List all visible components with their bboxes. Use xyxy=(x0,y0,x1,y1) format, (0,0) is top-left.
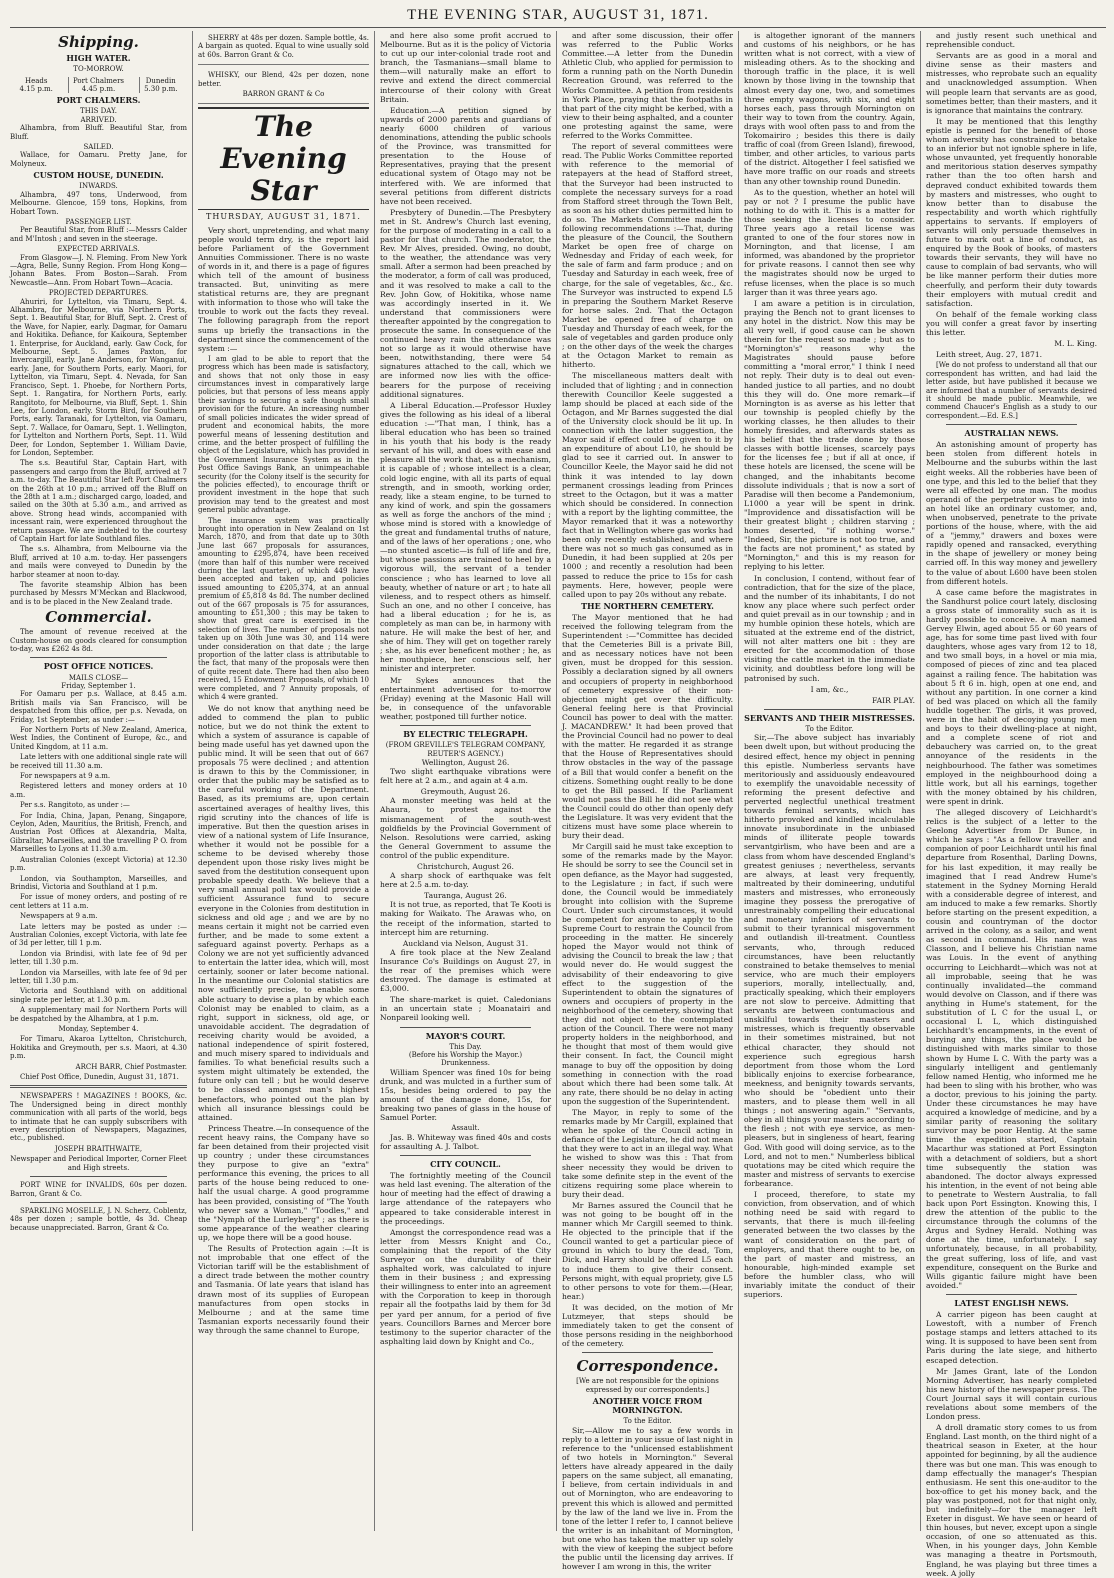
editor-note: [We do not profess to understand all that our correspondent has written, and had laid the letter aside, but have published it because we are informed that a number of servants desired it should be made public. Meanwhile, we commend Chaucer's English as a study to our correspondent.—Ed. E.S.] xyxy=(926,361,1097,420)
post-item: London, via Southampton, Marseilles, and Brindisi, Victoria and Southland at 1 p.m. xyxy=(10,874,187,891)
post-heading: POST OFFICE NOTICES. xyxy=(43,661,154,672)
port-heading: PORT CHALMERS. xyxy=(56,95,141,106)
newspapers-ad: NEWSPAPERS ! MAGAZINES ! BOOKS, &c. The Undersigned being in direct monthly communication with all parts of the world, begs to intimate that he can supply subscribers with every description of Newspapers, Magazines, etc., published. xyxy=(10,1092,187,1143)
column-4 xyxy=(556,31,738,1572)
inwards-list: Alhambra, 497 tons, Underwood, from Melbourne. Glencoe, 159 tons, Hopkins, from Hobart Town. xyxy=(10,190,187,216)
issue-date: THURSDAY, AUGUST 31, 1871. xyxy=(206,212,361,222)
english-news-paragraph: A droll dramatic story comes to us from England. Last month, on the third night of a theatrical season in Exeter, at the hour appointed for beginning, by all the audience there was but one man. This was enough to damp effectually the manager's Thespian enthusiasm. He sent this one-auditor to the box-office to get his money back, and the play was postponed, not for that night only, but indefinitely—for the manager left Exeter in disgust. We have seen or heard of thin houses, but never, except upon a single occasion, of one so attenuated as this. When, in his younger days, John Kemble was managing a theatre in Portsmouth, England, he was playing but three times a week. A jolly xyxy=(926,1423,1097,1578)
tide-label: Port Chalmers xyxy=(72,76,125,85)
ship-note: The favorite steamship Albion has been purchased by Messrs M'Meckan and Blackwood, and is to be placed in the New Zealand trade. xyxy=(10,581,187,606)
post-item: For India, China, Japan, Penang, Singapore, Ceylon, Aden, Mauritius, the British, French, and Austrian Post Offices at Alexandria, Malta, Gibraltar, Marseilles, and the travelling P O. from Marseilles to Lyons at 11.30 a.m. xyxy=(10,811,187,854)
telegram: A monster meeting was held at the Ahaura, to protest against the mismanagement of the south-west goldfields by the Provincial Government of Nelson. Resolutions were carried, asking the General Government to assume the control of the public expenditure. xyxy=(380,796,551,860)
protection-continued: and here also some profit accrued to Melbourne. But as it is the policy of Victoria to cut up our inter-colonial trade root and branch, the Tasmanians—small blame to them—will naturally make an effort to revive and extend the direct commercial intercourse of their colony with Great Britain. xyxy=(380,31,551,104)
passenger-label: PASSENGER LIST. xyxy=(65,217,132,226)
post-item: Australian Colonies (except Victoria) at 12.30 p.m. xyxy=(10,855,187,873)
letter-paragraph: In conclusion, I contend, without fear of contradiction, that for the size of the place, and the number of its inhabitants, I do not know any place where such perfect order and quiet prevail as in our township ; and in my humble opinion these hotels, which are situated at the extreme end of the district, will not alter matters one bit : they are erected for the accommodation of those visiting the cattle market in the immediate vicinity, and doubtless before long will be patronised by such. xyxy=(744,573,915,683)
dateline: Wellington, August 26. xyxy=(421,757,510,767)
post-item: For Oamaru per p.s. Wallace, at 8.45 a.m. British mails via San Francisco, will be despatched from this office, per p.s. Nevada, on Friday, 1st September, as under :— xyxy=(10,690,187,724)
english-news-heading: LATEST ENGLISH NEWS. xyxy=(954,1297,1069,1308)
court-case: William Spencer was fined 10s for being drunk, and was mulcted in a further sum of 15s, besides being ordered to pay the amount of the damage done, 15s, for breaking two panes of glass in the house of Samuel Porter. xyxy=(380,1067,551,1123)
divider xyxy=(30,1176,167,1177)
liberal-education-item: A Liberal Education.—Professor Huxley gives the following as his ideal of a liberal education :—"That man, I think, has a liberal education who has been so trained in his youth that his body is the ready servant of his will, and does with ease and pleasure all the work that, as a mechanism, it is capable of ; whose intellect is a clear, cold logic engine, with all its parts of equal strength, and in smooth, working order, ready, like a steam engine, to be turned to any kind of work, and spin the gossamers as well as forge the anchors of the mind ; whose mind is stored with a knowledge of the great and fundamental truths of nature, and of the laws of her operations ; one, who—no stunted ascetic—is full of life and fire, but whose passions are trained to heel by a vigorous will, the servant of a tender conscience ; who has learned to love all beauty, whether of nature or art ; to hate all vileness, and to respect others as himself. Such an one, and no other I conceive, has had a liberal education ; for he is, as completely as man can be, in harmony with nature. He will make the best of her, and she of him. They will get on together rarely ; she, as his ever beneficent mother ; he, as her mouthpiece, her conscious self, her minister and interpreter. xyxy=(380,400,551,674)
sherry-ad-text: SHERRY at 48s per dozen. Sample bottle, 4s. A bargain as quoted. Equal to wine usually sold at 60s. Barron Grant & Co. xyxy=(198,34,369,59)
divider xyxy=(30,657,167,658)
cemetery-heading: THE NORTHERN CEMETERY. xyxy=(581,600,714,611)
correspondence-disclaimer: [We are not responsible for the opinions expressed by our correspondents.] xyxy=(576,1377,719,1394)
servants-signature: M. L. King. xyxy=(1054,339,1097,349)
arrived-list: Alhambra, from Bluff. Beautiful Star, from Bluff. xyxy=(10,124,187,141)
post-item: Newspapers at 9 a.m. xyxy=(20,912,98,921)
post-item: Monday, September 4. xyxy=(58,1025,139,1033)
whisky-ad-signature: BARRON GRANT & Co xyxy=(242,90,325,99)
australian-news-paragraph: A case came before the magistrates in the Sandhurst police court lately, disclosing a gross state of immorality such as it is hardly possible to conceive. A man named Gervey Elwin, aged about 55 or 60 years of age, has for some time past lived with four daughters, whose ages vary from 12 to 18, and two small boys, in a hovel or mia mia, composed of pieces of zinc and tea placed against a railing fence. The habitation was about 5 ft 6 in. high, open at one end, and without any partition. In one corner a kind of bed was placed on which all the family huddle together. The girls, it was proved, were in the habit of decoying young men and boys to their dwelling-place at night, and a complete scene of riot and debauchery was carried on, to the great annoyance of the residents in the neighbourhood. The father was sometimes employed in the neighbourhood doing a little work, but all his earnings, together with the money obtained by his children, were spent in drink. xyxy=(926,587,1097,806)
letter-paragraph: I am aware a petition is in circulation, praying the Bench not to grant licenses to any hotel in the district. Now this may be all very well, if good cause can be shown therein for the request so made ; but as to "Mornington's" reasons why the Magistrates should pause before committing a "moral error," I think I need not reply. Their duty is to deal out even-handed justice to all parties, and no doubt this they will do. One more remark—if Mornington is as averse as his letter that our township is peopled chiefly by the working classes, he then alludes to their homely firesides, and afterwards states as his belief that the trade done by those classes with bottle licenses, scarcely pays for the licenses fee ; but if all at once, if these hotels are licensed, the scene will be changed, and the inhabitants become dissolute individuals ; that is now a sort of Paradise will then become a Pandemonium, L1000 a year will be spent in drink. "Improvidence and dissatisfaction will be their greatest blight ; children starving ; homes deserted, "if nothing worse." "Indeed, Sir, the picture is not too true, and the facts are not prominent," as stated by "Mornington," and this is my reason for replying to his letter. xyxy=(744,298,915,572)
newspapers-ad-name: JOSEPH BRAITHWAITE, xyxy=(54,1144,143,1153)
ship-note: The s.s. Alhambra, from Melbourne via the Bluff, arrived at 10 a.m. to-day. Her passengers and mails were conveyed to Dunedin by the harbor steamer at noon to-day. xyxy=(10,545,187,579)
moselle-ad: SPARKLING MOSELLE, J. N. Scherz, Coblentz, 48s per dozen ; sample bottle, 4s 3d. Cheap because unappreciated. Barron, Grant & Co. xyxy=(10,1206,187,1232)
cemetery-paragraph: The Mayor, in reply to some of the remarks made by Mr Cargill, explained that when he spoke of the Council acting in defiance of the Legislature, he did not mean that they were to act in an illegal way. What he wished to show was this : That from sheer necessity they would be driven to take some definite step in the event of the citizens requiring some place wherein to bury their dead. xyxy=(562,1107,733,1199)
tide-table xyxy=(10,77,187,94)
tomorrow-label: TO-MORROW. xyxy=(73,65,124,74)
this-day-label: This Day. xyxy=(449,1042,482,1051)
arrived-label: ARRIVED. xyxy=(80,115,117,124)
column-2 xyxy=(192,31,374,1531)
tide-time: 4.15 p.m. xyxy=(19,84,53,93)
whisky-ad xyxy=(198,68,369,104)
column-6 xyxy=(920,31,1102,1578)
post-item: Late letters with one additional single rate will be received till 11.30 a.m. xyxy=(10,753,187,770)
australian-news-heading: AUSTRALIAN NEWS. xyxy=(964,428,1059,439)
before-label: (Before his Worship the Mayor.) xyxy=(408,1051,523,1060)
telegram: A fire took place at the New Zealand Insurance Co's Buildings on August 27, in the rear of the premises which were destroyed. The damage is estimated at £3,000. xyxy=(380,947,551,994)
commercial-text: The amount of revenue received at the Custom-house on goods cleared for consumption to-day, was £262 4s 8d. xyxy=(10,628,187,654)
education-item: Education.—A petition signed by upwards of 2000 parents and guardians of nearly 6000 children of various denominations, attending the public schools of the Province, was transmitted for presentation to the House of Representatives, praying that the present educational system of Otago may not be interfered with. We are informed that several petitions from different districts have not been received. xyxy=(380,105,551,206)
mayors-court-heading: MAYOR'S COURT. xyxy=(425,1030,506,1041)
divider xyxy=(10,1085,187,1088)
this-day-label: THIS DAY. xyxy=(80,107,117,116)
divider xyxy=(764,709,895,710)
servants-paragraph: Sir,—The above subject has invariably been dwelt upon, but without producing the desired effect, hence my object in penning this epistle. Numberless servants have meritoriously and assiduously endeavoured to exemplify the unavoidable necessity of reforming the present defective and perverted neglectful unethical treatment towards feminal servants, which has hitherto provoked and kindled incalculable innovate insubordinate in the unbiased minds of illiterate people towards servantgirlism, who have been and are a class from whom have descended England's greatest geniuses ; nevertheless, servants are always, at least very frequently, maltreated by their domineering, undutiful masters and mistresses, who erroneously imagine they possess the prerogative of unrestrainably compelling their educational and monetary inferiors of servants to submit to their tyrannical misgovernment and outlandish ill-treatment. Countless servants, who, through reduced circumstances, have been reluctantly constrained to betake themselves to menial service, who are much their employers superiors, morally, intellectually, and, practically speaking, which their employers are not slow to perceive. Admitting that servants are between contumacious and unskilful towards their masters and mistresses, which is frequently observable in their sometimes mistrained, but not ethical character, they should not experience such egregious harsh deportment from those whom the Lord biblically enjoins to exercise forbearance, meekness, and benignity towards servants, who should be "obedient unto their masters, and to please them well in all things ; not answering again." "Servants, obey in all things your masters according to the flesh ; not with eye service, as men-pleasers, but in singleness of heart, fearing God. With good will doing service, as to the Lord, and not to men." Numberless biblical quotations may be cited which require the master and mistress of servants to exercise forbearance. xyxy=(744,733,915,1188)
dateline: Tauranga, August 26. xyxy=(424,891,507,901)
newspapers-ad-address: Newspaper and Periodical Importer, Corner Fleet and High streets. xyxy=(10,1155,187,1172)
leader-paragraph: We do not know that anything need be added to commend the plan to public notice, but we do not think the extent to which a system of assurance is capable of being made useful has yet dawned upon the public mind. It will be seen that out of 667 proposals 75 were declined ; and attention is drawn to this by the Commissioner, in order that the public may be satisfied as to the careful working of the Department. Based, as its premiums are, upon certain ascertained averages of healthy lives, this rigid scrutiny into the chances of life is imperative. But then the question arises in view of a national system of Life Insurance, whether it would not be possible for a scheme to be devised whereby those dependent upon those risky lives might be saved from the destitution consequent upon probable speedy death. We believe that a very small annual poll tax would provide a sufficient Assurance fund to secure everyone in the Colonies from destitution in sickness and old age ; and we are by no means certain it might not be carried even further, and be made to some extent a safeguard against poverty. Perhaps as a Colony we are not yet sufficiently advanced to entertain the latter idea, which will, most certainly, sooner or later become national. In the meantime our Colonial statistics are now sufficiently precise, to enable some able actuary to devise a plan by which each Colonist may be enabled to claim, as a right, support in sickness, old age, or unavoidable accident. The degradation of receiving charity would be avoided, a national independence of spirit fostered, and much misery spared to individuals and families. To what beneficial results such a system might ultimately be extended, the future only can tell ; but he would deserve to be classed amongst man's highest benefactors, who pointed out the plan by which all insurance blessings could be attained. xyxy=(198,703,369,1122)
divider xyxy=(400,1155,531,1156)
divider xyxy=(946,1294,1077,1295)
servants-paragraph: I proceed, therefore, to state my conviction, from observation, and of which nothing need be said with regard to servants, that there is much ill-feeling generated between the two classes by the want of consideration on the part of employers, and that there ought to be, on the part of master and mistress, an honourable, high-minded example set before the humbler class, who will invariably imitate the conduct of their superiors. xyxy=(744,1190,915,1300)
council-paragraph: and after some discussion, their offer was referred to the Public Works Committee.—A letter from the Dunedin Athletic Club, who applied for permission to form a running path on the North Dunedin Recreation Ground, was referred to the Works Committee. A petition from residents in York Place, praying that the footpaths in that part of the city might be kerbed, with a view to their being asphalted, and a counter one protesting against the same, were referred to the Works Committee. xyxy=(562,31,733,141)
dateline: Greymouth, August 26. xyxy=(420,787,511,797)
departures-list: Ahuriri, for Lyttelton, via Timaru, Sept. 4. Alhambra, for Melbourne, via Northern Ports, Sept. 1. Beautiful Star, for Bluff, Sept. 2. Crest of the Wave, for Napier, early. Dagmar, for Oamaru and Hokitika. Defiance, for Kaikoura, September 1. Enterprise, for Auckland, early. Gaw Cock, for Melbourne, Sept. 5. James Paxton, for Invercargill, early. Jane Anderson, for Wanganui, early. Jane, for Southern Ports, early. Maori, for Lyttelton, via Timaru, Sept. 4. Nevada, for San Francisco, Sept. 1. Phoebe, for Northern Ports, Sept. 1. Rangatira, for Northern Ports, early. Rangitoto, for Melbourne, via Bluff, Sept. 1. Shin Lee, for London, early. Storm Bird, for Southern Ports, early. Taranaki, for Lyttelton, via Oamaru, Sept. 7. Wallace, for Oamaru, Sept. 1. Wellington, for Lyttelton and Northern Ports, Sept. 11. Wild Deer, for London, September 1. William Davie, for London, September. xyxy=(10,297,187,457)
assault-label: Assault. xyxy=(451,1124,480,1133)
servants-heading: SERVANTS AND THEIR MISTRESSES. xyxy=(744,712,915,723)
letter-heading: ANOTHER VOICE FROM MORNINGTON. xyxy=(592,1396,703,1416)
tide-time: 5.30 p.m. xyxy=(144,84,178,93)
post-item: For Timaru, Akaroa Lyttelton, Christchurch, Hokitika and Greymouth, per s.s. Maori, at 4.30 p.m. xyxy=(10,1035,187,1061)
mails-close-label: MAILS CLOSE— xyxy=(68,673,129,682)
post-item: Late letters may be posted as under :— Australian Colonies, except Victoria, with late fee of 3d per letter, till 1 p.m. xyxy=(10,922,187,948)
divider xyxy=(582,1352,713,1353)
expected-list: From Glasgow—J. N. Fleming. From New York—Agra, Belle, Sunny Region. From Hong Kong—Johann Bates. From Boston—Sarah. From Newcastle—Ann. From Hobart Town—Acacia. xyxy=(10,253,187,287)
inwards-label: INWARDS. xyxy=(79,182,118,191)
divider xyxy=(30,1202,167,1203)
tide-heads xyxy=(16,77,57,94)
post-item: Registered letters and money orders at 10 a.m. xyxy=(10,782,187,799)
telegram: A sharp shock of earthquake was felt here at 2.5 a.m. to-day. xyxy=(380,871,551,890)
council-paragraph: The fortnightly meeting of the Council was held last evening. The alteration of the hour of meeting had the effect of drawing a large attendance of the ratepayers who appeared to take considerable interest in the proceedings. xyxy=(380,1171,551,1226)
post-office-date: Chief Post Office, Dunedin, August 31, 1871. xyxy=(20,1073,179,1082)
letter-signature: FAIR PLAY. xyxy=(872,695,915,705)
leader-quote: The insurance system was practically brought into operation in New Zealand on 1st March, 1870, and from that date up to 30th June last 667 proposals for assurances, amounting to £295,874, have been received (more than half of this number were received during the last quarter), of which 449 have been accepted and taken up, and policies issued amounting to £205,374, at an annual premium of £5,818 4s 8d. The number declined out of the 667 proposals is 75 for assurances, amounting to £51,300 ; this may be taken to show that great care is exercised in the selection of lives. The number of proposals not taken up on 30th June was 30, and 114 were under consideration on that date ; the large proportion of the latter class is attributable to the fact, that many of the proposals were then of quite recent date. There had then also been received, 15 Endowment Proposals, of which 10 were completed, and 7 Annuity proposals, of which 4 were granted. xyxy=(198,516,369,702)
australian-news-paragraph: An astonishing amount of property has been stolen from different hotels in Melbourne and the suburbs within the last eight weeks. All the robberies have been of one type, and this led to the belief that they were all effected by one man. The modus operandi of the perpetrator was to go into an hotel like an ordinary customer, and, when unobserved, penetrate to the private portions of the house, where, with the aid of a "jemmy," drawers and boxes were rapidly opened and ransacked, everything in the shape of jewellery or money being carried off. In this way money and jewellery to the value of about L600 have been stolen from different hotels. xyxy=(926,440,1097,586)
dateline: Christchurch, August 26. xyxy=(417,861,514,871)
customs-heading: CUSTOM HOUSE, DUNEDIN. xyxy=(33,170,164,181)
tide-label: Dunedin xyxy=(145,76,176,85)
post-item: Per s.s. Rangitoto, as under :— xyxy=(20,801,130,810)
servants-address: Leith street, Aug. 27, 1871. xyxy=(936,350,1043,360)
expected-label: EXPECTED ARRIVALS. xyxy=(57,245,140,254)
leader-paragraph: Very short, unpretending, and what many people would term dry, is the report laid before Parliament of the Government Annuities Commissioner. There is no waste of words in it, and there is a page of figures which tell of the amount of business transacted. But, uninviting as mere statistical returns are, they are pregnant with information to those who will take the trouble to work out the facts they reveal. The following paragraph from the report sums up briefly the transactions in the department since the commencement of the system :— xyxy=(198,225,369,353)
tide-label: Heads xyxy=(24,76,48,85)
high-water-heading: HIGH WATER. xyxy=(66,53,131,63)
ship-note: The s.s. Beautiful Star, Captain Hart, with passengers and cargo from the Bluff, arrived at 7 a.m. to-day. The Beautiful Star left Port Chalmers on the 26th at 10 p.m.; arrived off the Bluff on the 28th at 1 a.m.; discharged cargo, loaded, and sailed on the 30th at 5.30 a.m., and arrived as above. Strong head winds, accompanied with incessant rain, were experienced throughout the return passage. We are indebted to the courtesy of Captain Hart for late Southland files. xyxy=(10,459,187,543)
tide-dunedin xyxy=(139,77,181,94)
telegraph-heading: BY ELECTRIC TELEGRAPH. xyxy=(403,729,528,740)
servants-paragraph: Servants are as good in a moral and divine sense as their masters and mistresses, who reprobate such an equality and unacknowledged assumption. When will people learn that servants are as good, sometimes better, than their masters, and it is ignorance that maintains the contrary. xyxy=(926,51,1097,115)
post-item: For Northern Ports of New Zealand, America, West Indies, the Continent of Europe, &c., and United Kingdom, at 11 a.m. xyxy=(10,726,187,751)
letter-salutation: To the Editor. xyxy=(623,1417,672,1426)
telegram: It is not true, as reported, that Te Kooti is making for Waikato. The Arawas who, on the receipt of the information, started to intercept him are returning. xyxy=(380,900,551,937)
tide-port-chalmers xyxy=(68,77,128,94)
whisky-ad-text: WHISKY, our Blend, 42s per dozen, none better. xyxy=(198,71,369,88)
princess-theatre-item: Princess Theatre.—In consequence of the recent heavy rains, the Company have so far been detained from their projected visit up country ; under these circumstances they purpose to give an "extra" performance this evening, the prices to all parts of the house being reduced to one-half the usual charge. A good programme has been provided, consisting of "The Youth who never saw a Woman," "Toodles," and the "Nymph of the Lurleyberg" ; as there is some appearance of the weather clearing up, we hope there will be a good house. xyxy=(198,1123,369,1242)
cemetery-paragraph: The Mayor mentioned that he had received the following telegram from the Superintendent :—"Committee has decided that the Cemeteries Bill is a private Bill, and as necessary notices have not been given, must be dropped for this session. Possibly a declaration signed by all owners and occupiers of property in neighborhood of cemetery expressive of their non-objection might get over the difficulty. General feeling here is that Provincial Council has power to deal with the matter. J. MACANDREW." It had been proved that the Provincial Council had no power to deal with the matter. He regarded it as strange that the House of Representatives should throw obstacles in the way of the passage of a Bill that would confer a benefit on the citizens. Something ought really to be done to get the Bill passed. If the Parliament would not pass the Bill he did not see what the Council could do other than openly defy the Legislature. It was very evident that the citizens must have some place wherein to bury their dead. xyxy=(562,612,733,841)
column-5 xyxy=(738,31,920,1531)
post-item: For newspapers at 9 a.m. xyxy=(20,772,111,781)
letter-paragraph: is altogether ignorant of the manners and customs of his neighbors, or he has written what is not correct, with a view of misleading others. As to the shocking and thorough traffic in the place, it is well known by those living in the township that almost every day one, two, and sometimes three empty wagons, with six, and eight horses each, pass through Mornington on their way to town from the country. Again, drays with wool often pass to and from the Tokomairiro ; besides this there is daily traffic of coal (from Green Island), firewood, timber, and other articles, to various parts of the district. Altogether I feel satisfied we have more traffic on our roads and streets than any other township round Dunedin. xyxy=(744,31,915,186)
post-item: For issue of money orders, and posting of re cent letters at 11 a.m. xyxy=(10,893,187,910)
masthead: THE EVENING STAR, AUGUST 31, 1871. xyxy=(10,4,1106,28)
cemetery-paragraph: Mr Cargill said he must take exception to some of the remarks made by the Mayor. He should be sorry to see the Council set in open defiance, as the Mayor had suggested, to the Legislature ; in fact, if such were done, the Council would be immediately brought into collision with the Supreme Court. Under such circumstances, it would be competent for anyone to apply to the Supreme Court to restrain the Council from proceeding in the matter. He sincerely hoped the Mayor would not think of advising the Council to break the law ; that would never do. He would suggest the advisability of their endeavoring to give effect to the suggestion of the Superintendent to obtain the signatures of owners and occupiers of property in the neighborhood of the cemetery, showing that they did not object to the contemplated action of the Council. There were not many property holders in the neighborhood, and he thought that most of them would give their consent. In fact, the Council might manage to buy off the opposition by doing something in connection with the road about which there had been some talk. At any rate, there should be no delay in acting upon the suggestion of the Superintendent. xyxy=(562,842,733,1106)
post-item: A supplementary mail for Northern Ports will be despatched by the Alhambra, at 1 p.m. xyxy=(10,1006,187,1023)
post-item: London via Brindisi, with late fee of 9d per letter, till 1.30 p.m. xyxy=(10,949,187,967)
letter-paragraph: Sir,—Allow me to say a few words in reply to a letter in your issue of last night in reference to the "unlicensed establishment of two hotels in Mornington." Several letters have already appeared in the daily papers on the same subject, all emanating, I believe, from certain individuals in and out of Mornington, who are endeavoring to prevent this which is allowed and permitted by the law of the land we live in. From the tone of the letter I refer to, I cannot believe the writer is an inhabitant of Mornington, but one who has taken the matter up solely with the view of keeping the subject before the public until the licensing day arrives. If however I am wrong in this, the writer xyxy=(562,1425,733,1572)
postmaster-signature: ARCH BARR, Chief Postmaster. xyxy=(75,1062,187,1071)
commercial-heading: Commercial. xyxy=(45,608,152,627)
divider xyxy=(946,424,1077,425)
city-council-heading: CITY COUNCIL. xyxy=(430,1159,501,1170)
council-paragraph: The miscellaneous matters dealt with included that of lighting ; and in connection therewith Councillor Keele suggested a lamp should be placed at each side of the Octagon, and Mr Barnes suggested the dial of the University clock should be lit up. In connection with the latter suggestion, the Mayor said if effect could be given to it by an expenditure of about L10, he should be glad to see it carried out. In answer to Councillor Keele, the Mayor said he did not think it was intended to lay down permanent crossings leading from Princes street to the Octagon, but it was a matter which should be considered. In connection with a report by the lighting committee, the Mayor remarked that it was a noteworthy fact that in Wellington where gas works had been only recently established, and where there was not so much gas consumed as in Dunedin, it had been supplied at 20s per 1000 ; and recently a resolution had been passed to reduce the price to 15s for cash payments. Here, however, people were called upon to pay 20s without any rebate. xyxy=(562,371,733,599)
servants-paragraph: On behalf of the female working class you will confer a great favor by inserting this letter. xyxy=(926,309,1097,337)
english-news-paragraph: Mr James Grant, late of the London Morning Advertiser, has nearly completed his new history of the newspaper press. The Court Journal says it will contain curious revelations about some members of the London press. xyxy=(926,1366,1097,1422)
tide-time: 4.45 p.m. xyxy=(81,84,116,93)
dateline: Auckland via Nelson, August 31. xyxy=(402,938,529,948)
council-paragraph: The report of several committees were read. The Public Works Committee reported with reference to the memorial of ratepayers at the head of Stafford street, that the Surveyor had been instructed to complete the necessary surveys for a road from Stafford street through the Town Belt, as soon as his other duties permitted him to do so. The Markets Committee made the following recommendations :—That, during the pleasure of the Council, the Southern Market be open free of charge on Wednesday and Friday of each week, for the sale of farm and farm produce ; and on Tuesday and Saturday in each week, free of charge, for the sale of vegetables, &c., &c. The Surveyor was instructed to expend L5 in preparing the Southern Market Reserve for horse sales. 2nd. That the Octagon Market be opened free of charge on Tuesday and Thursday of each week, for the sale of vegetables and garden produce only ; on the other days of the week the charges at the Octagon Market to remain as hitherto. xyxy=(562,142,733,370)
servants-paragraph: and justly resent such unethical and reprehensible conduct. xyxy=(926,31,1097,50)
servants-salutation: To the Editor. xyxy=(805,724,854,733)
column-3 xyxy=(374,31,556,1531)
sailed-label: SAILED. xyxy=(83,143,114,152)
column-1 xyxy=(10,31,192,1531)
telegram: The share-market is quiet. Caledonians in an uncertain state ; Moanatairi and Nonpareil looking well. xyxy=(380,995,551,1023)
protection-item: The Results of Protection again :—It is not improbable that one effect of the Victorian tariff will be the establishment of a direct trade between the mother country and Tasmania. Of late years that island has drawn most of its supplies of European manufactures from open stocks in Melbourne ; and at the same time Tasmanian exports necessarily found their way through the same channel to Europe, xyxy=(198,1244,369,1335)
leader-quote: I am glad to be able to report that the progress which has been made is satisfactory, and shows that not only those in easy circumstances invest in comparatively large policies, but that persons of less means apply their savings to securing a safe though small provision for the future. An increasing number of small policies indicates the wider spread of prudent and economical habits, the more powerful means of lessening destitution and crime, and the better prospect of fulfilling the object of the Legislature, which has provided in the Government Insurance System as in the Post Office Savings Bank, an unimpeachable security (for the Colony itself is the security for the policies effected), to encourage thrift or provident investment in the hope that such provision may tend to the greatest and most general public advantage. xyxy=(198,354,369,515)
australian-news-paragraph: The alleged discovery of Leichhardt's relics is the subject of a letter to the Geelong Advertiser from Dr Bunce, in which he says : "As a fellow traveller and companion of poor Leichhardt until his final departure from Rosenthal, Darling Downs, for his last expedition, it may really be imagined that I read Andrew Hume's statement in the Sydney Morning Herald with a considerable degree of interest, and am induced to make a few remarks. Shortly before starting on the present expedition, a cousin and countryman of the doctor arrived in the colony, as a sailor, and went as second in command. His name was Classon, and I believe his Christian name was Louis. In the event of anything occurring to Leichhardt—which was not at all improbable, seeing that he was continually invalidated—the command would devolve on Classon, and if there was anything in Hume's statement, for the substitution of L C for the usual L, or occasional L L, which distinguished Leichhardt's encampments, in the event of burying any things, the place would be distinguished with marks similar to those shown by Hume L C. With the party was a singularly intelligent and gentlemanly fellow named Hentig, who informed me he had been to sling with his brother, who was a doctor, previous to his joining the party. Under these circumstances he may have acquired a knowledge of medicine, and by a similar parity of reasoning the solitary survivor may be poor Hentig. At the same time the expedition started, Captain Macarthur was stationed at Port Essington with a detachment of soldiers, but a short time subsequently the station was abandoned. The doctor always expressed his intention, in the event of not being able to penetrate to Western Australia, to fall back upon Port Essington. Knowing this, I drew the attention of the public to the circumstance through the columns of the Argus and Sydney Herald. Nothing was done at the time, unfortunately. I say unfortunately, because, in all probability, the great suffering, loss of life, and vast expenditure, consequent on the Burke and Wills gigantic failure might have been avoided." xyxy=(926,807,1097,1290)
cemetery-paragraph: It was decided, on the motion of Mr Lutzmeyer, that steps should be immediately taken to get the consent of those persons residing in the neighborhood of the cemetery. xyxy=(562,1302,733,1349)
drunkenness-label: Drunkenness. xyxy=(441,1059,490,1068)
telegraph-source: (FROM GREVILLE'S TELEGRAM COMPANY, REUTER'S AGENCY.) xyxy=(385,741,546,758)
cemetery-paragraph: Mr Barnes assured the Council that he was not going to be bought off in the manner which Mr Cargill seemed to think. He objected to the principle that if the Council wanted to get a particular piece of ground in which to bury the dead, Tom, Dick, and Harry should be offered L5 each to induce them to give their consent. Persons might, with equal propriety, give L5 to other persons to vote for them.—(Hear, hear.) xyxy=(562,1200,733,1301)
correspondence-heading: Correspondence. xyxy=(576,1357,719,1376)
sherry-ad xyxy=(198,31,369,65)
post-item: Victoria and Southland with on additional single rate per letter, at 1.30 p.m. xyxy=(10,987,187,1004)
shipping-heading: Shipping. xyxy=(58,33,139,51)
columns xyxy=(10,31,1106,1578)
english-news-paragraph: A carrier pigeon has been caught at Lowestoft, with a number of French postage stamps and letters attached to its wing. It is supposed to have been sent from Paris during the late siege, and hitherto escaped detection. xyxy=(926,1310,1097,1365)
servants-paragraph: It may be mentioned that this lengthy epistle is penned for the benefit of those whom adversity has constrained to betake to an inferior but not ignoble sphere in life, whose unvaunted, yet frequently honorable and meritorious station deserves sympathy rather than the too often harsh and depraved conduct exhibited towards them by masters and mistresses, who ought to know better than to disabuse the respectability and worth which rightfully appertains to servants. If employers of servants will only persuade themselves in future to mark out a line of conduct, as enquired by the Book of books, of masters towards their servants, they will have no cause to complain of bad servants, who will be like manner perform their duties more cheerfully, and perform their duty towards their employers with mutual credit and satisfaction. xyxy=(926,116,1097,308)
letter-closing: I am, &c., xyxy=(810,684,849,694)
departures-label: PROJECTED DEPARTURES. xyxy=(48,289,149,298)
court-case: Jas. B. Whiteway was fined 40s and costs for assaulting A. J. Talbot. xyxy=(380,1132,551,1151)
telegram: Two slight earthquake vibrations were felt here at 2 a.m., and again at 4 a.m. xyxy=(380,767,551,786)
divider xyxy=(400,1027,531,1028)
presbytery-item: Presbytery of Dunedin.—The Presbytery met in St. Andrew's Church last evening, for the purpose of moderating in a call to a pastor for that church. The moderator, the Rev. Mr Alves, presided. Owing, no doubt, to the weather, the attendance was very small. After a sermon had been preached by the moderator, a form of call was produced, and it was resolved to make a call to the Rev. John Gow, of Hokitika, whose name was accordingly inserted in it. We understand that commissioners were thereafter appointed by the congregation to prosecute the same. In consequence of the continued heavy rain the attendance was not so large as it would otherwise have been, notwithstanding, there were 54 signatures attached to the call, which we are informed now lies with the office-bearers for the purpose of receiving additional signatures. xyxy=(380,207,551,399)
newspaper-title: The Evening Star xyxy=(198,107,369,210)
divider xyxy=(400,725,531,726)
letter-paragraph: As to the question, whether an hotel will pay or not ? I presume the public have nothing to do with it. This is a matter for those seeking the licenses to consider. Three years ago a retail license was granted to one of the four stores now in Mornington, and that license, I am informed, was abandoned by the proprietor for private reasons. I cannot then see why the magistrates should now be urged to refuse licenses, when the place is so much larger than it was three years ago. xyxy=(744,187,915,297)
port-wine-ad: PORT WINE for INVALIDS, 60s per dozen. Barron, Grant & Co. xyxy=(10,1181,187,1198)
sykes-item: Mr Sykes announces that the entertainment advertised for to-morrow (Friday) evening at the Masonic Hall will be, in consequence of the unfavorable weather, postponed till further notice. xyxy=(380,675,551,721)
post-item: London via Marseilles, with late fee of 9d per letter, till 1.30 p.m. xyxy=(10,968,187,985)
friday-label: Friday, September 1. xyxy=(61,681,136,690)
council-paragraph: Amongst the correspondence read was a letter from Messrs Knight and Co., complaining that the report of the City Surveyor on the durability of their asphalted work, was calculated to injure them in their business ; and expressing their willingness to enter into an agreement with the Corporation to keep in thorough repair all the footpaths laid by them for 3d per yard per annum, for a period of five years. Councillors Barnes and Mercer bore testimony to the superior character of the asphalting laid down by Knight and Co., xyxy=(380,1227,551,1346)
passenger-list: Per Beautiful Star, from Bluff :—Messrs Calder and M'Intosh ; and seven in the steerage. xyxy=(10,226,187,243)
sailed-list: Wallace, for Oamaru. Pretty Jane, for Molyneux. xyxy=(10,151,187,168)
